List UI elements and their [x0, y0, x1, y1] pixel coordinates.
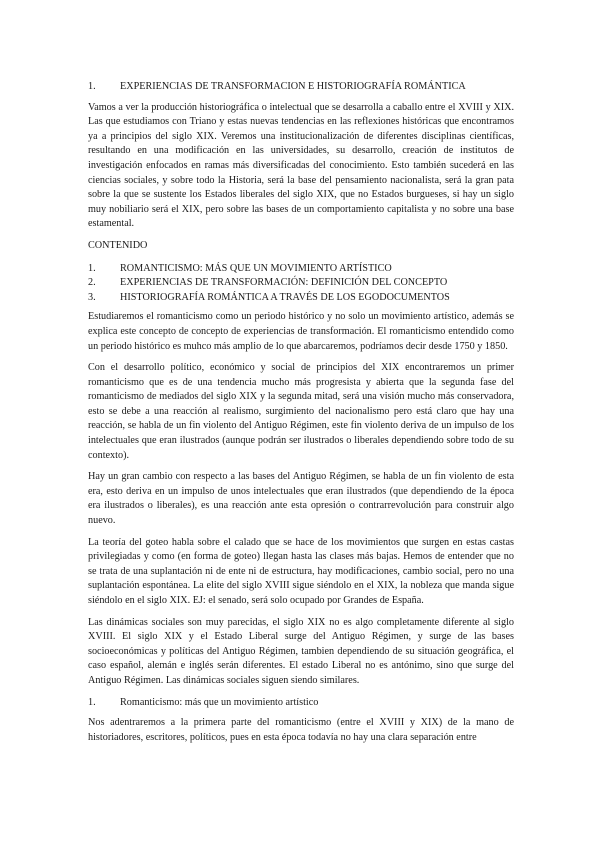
section-title: EXPERIENCIAS DE TRANSFORMACION E HISTORIOGRAFÍA ROMÁNTICA: [120, 81, 466, 92]
body-paragraph: Nos adentraremos a la primera parte del romanticismo (entre el XVIII y XIX) de la mano de historiadores, escritores, políticos, pues en esta época todavía no hay una clara separación entre: [88, 717, 514, 743]
body-paragraph: Las dinámicas sociales son muy parecidas, el siglo XIX no es algo completamente diferente al siglo XVIII. El siglo XIX y el Estado Liberal surge del Antiguo Régimen, y surge de las bases socioeconómicas y políticas del Antiguo Régimen, tambien dependiendo de su situación geográfica, el caso español, alemán e inglés serán diferentes. El estado Liberal no es antónimo, sino que surge del Antiguo Régimen. Las dinámicas sociales siguen siendo similares.: [88, 616, 514, 686]
subsection-title: Romanticismo: más que un movimiento artístico: [120, 696, 319, 708]
contents-item-number: 2.: [88, 277, 96, 289]
contents-item: [88, 262, 514, 277]
body-paragraph: Estudiaremos el romanticismo como un periodo histórico y no solo un movimiento artístico, además se explica este concepto de concepto de experiencias de transformación. El romanticismo entendido como un periodo histórico es muhco más amplio de lo que abarcaremos, podríamos decir desde 1750 y 1850.: [88, 311, 514, 352]
subsection-heading: [88, 696, 514, 711]
contents-item: [88, 291, 514, 306]
contents-item: [88, 276, 514, 291]
subsection-number: 1.: [88, 696, 96, 708]
contents-item-number: 1.: [88, 262, 96, 274]
contents-item-title: EXPERIENCIAS DE TRANSFORMACIÓN: DEFINICIÓN DEL CONCEPTO: [120, 277, 448, 289]
contents-label: CONTENIDO: [88, 239, 148, 251]
section-heading: [88, 80, 514, 95]
body-paragraph: La teoría del goteo habla sobre el calado que se hace de los movimientos que surgen en estas castas privilegiadas y como (en forma de goteo) llegan hasta las clases más bajas. Hemos de entender que no se trata de una suplantación ni de ente ni de estructura, hay modificaciones, cambio social, pero no una suplantación espontánea. La elite del siglo XVIII sigue siéndolo en el XIX, la nobleza que manda sigue siéndolo en el siglo XIX. EJ: el senado, será solo ocupado por Grandes de España.: [88, 536, 514, 606]
contents-item-number: 3.: [88, 291, 96, 303]
body-paragraph: Con el desarrollo político, económico y social de principios del XIX encontraremos un primer romanticismo que es de una tendencia mucho más progresista y abierta que la segunda fase del romanticismo de mediados del siglo XIX y la segunda mitad, será una visión mucho más conservadora, esto se debe a una reacción al realismo, surgimiento del nacionalismo pero está claro que hay una reacción, se habla de un fin violento del Antiguo Régimen, este fin violento deriva de un impulso de los intelectuales que eran ilustrados (aunque podrán ser ilustrados o liberales dependiendo sobre todo de su contexto).: [88, 362, 514, 461]
document-page: [88, 80, 514, 752]
contents-list: [88, 262, 514, 306]
contents-item-title: HISTORIOGRAFÍA ROMÁNTICA A TRAVÉS DE LOS EGODOCUMENTOS: [120, 291, 450, 303]
section-number: 1.: [88, 81, 96, 92]
body-paragraph: Hay un gran cambio con respecto a las bases del Antiguo Régimen, se habla de un fin violento de esta era, esto deriva en un impulso de unos intelectuales que eran ilustrados (que dependiendo de la época era ilustrados o liberales), es una reacción ante esta opresión o contrarrevolución para construir algo nuevo.: [88, 471, 514, 527]
intro-paragraph: Vamos a ver la producción historiográfica o intelectual que se desarrolla a caballo entre el XVIII y XIX. Las que estudiamos con Triano y estas nuevas tendencias en las reflexiones históricas que encontramos ya a principios del siglo XIX. Veremos una institucionalización de diferentes disciplinas científicas, resultando en una modificación en las universidades, su desarrollo, creación de institutos de investigación enfocados en ramas más diversificadas del conocimiento. Esto también sucederá en las ciencias sociales, y sobre todo la Historia, será la base del pensamiento nacionalista, será la gran pata sobre la que se sustente los Estados liberales del siglo XIX, que no Estados burgueses, si hay un siglo muy nobiliario será el XIX, pero sobre las bases de un comportamiento capitalista y no sobre una base estamental.: [88, 101, 514, 230]
contents-item-title: ROMANTICISMO: MÁS QUE UN MOVIMIENTO ARTÍSTICO: [120, 262, 392, 274]
